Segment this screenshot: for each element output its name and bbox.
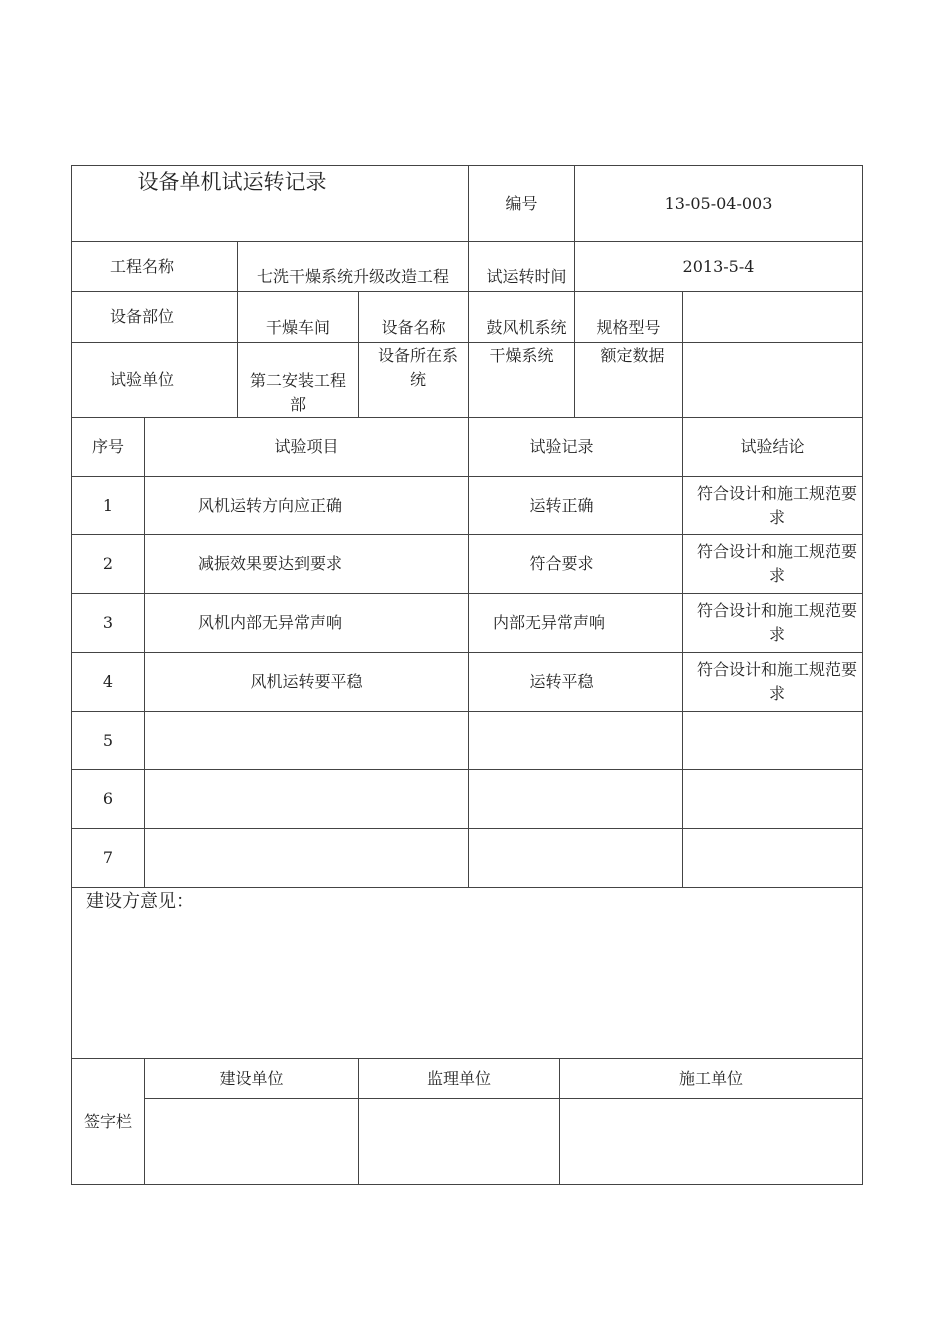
trial-time-value: 2013-5-4 [682, 257, 755, 276]
row-divider [144, 1098, 863, 1099]
row-test-record: 内部无异常声响 [492, 613, 605, 632]
spec-model-value [683, 292, 862, 342]
row-test-item: 风机运转要平稳 [250, 672, 363, 691]
row-test-conclusion [683, 770, 862, 828]
rated-data-label: 额定数据 [600, 346, 665, 365]
row-test-conclusion [683, 712, 862, 769]
row-test-item: 减振效果要达到要求 [197, 554, 342, 573]
header-test-record: 试验记录 [529, 437, 594, 456]
project-value: 七洗干燥系统升级改造工程 [256, 267, 449, 286]
row-test-record [469, 829, 682, 887]
signature-construction-unit: 施工单位 [678, 1068, 743, 1088]
form-title: 设备单机试运转记录 [137, 170, 327, 194]
row-no: 5 [102, 730, 114, 750]
row-test-record: 运转正确 [529, 495, 594, 515]
test-unit-label: 试验单位 [109, 370, 174, 389]
row-test-conclusion: 符合设计和施工规范要求 [696, 483, 857, 527]
header-no: 序号 [91, 437, 124, 456]
rated-data-value [683, 343, 862, 417]
row-test-item [145, 829, 468, 887]
row-test-conclusion: 符合设计和施工规范要求 [696, 542, 857, 585]
number-label: 编号 [505, 193, 538, 213]
signature-supervision-unit: 监理单位 [426, 1068, 491, 1088]
row-test-record: 运转平稳 [529, 672, 594, 691]
row-no: 6 [102, 789, 114, 808]
system-label: 设备所在系统 [377, 346, 458, 389]
signature-owner-unit: 建设单位 [219, 1068, 284, 1088]
signature-label: 签字栏 [83, 1111, 132, 1131]
spec-model-label: 规格型号 [596, 318, 661, 337]
project-label: 工程名称 [109, 257, 174, 276]
header-test-conclusion: 试验结论 [740, 437, 805, 456]
row-test-conclusion: 符合设计和施工规范要求 [696, 660, 857, 703]
row-test-item [145, 770, 468, 828]
row-test-record: 符合要求 [529, 554, 594, 573]
row-no: 4 [102, 672, 114, 691]
row-no: 1 [102, 495, 114, 515]
row-no: 7 [102, 848, 114, 867]
row-test-record [469, 712, 682, 769]
equipment-location-value: 干燥车间 [265, 318, 330, 337]
row-test-item [145, 712, 468, 769]
row-test-record [469, 770, 682, 828]
form-border-right [862, 165, 863, 1185]
equipment-name-label: 设备名称 [381, 318, 446, 337]
number-value: 13-05-04-003 [664, 193, 773, 213]
row-no: 3 [102, 613, 114, 632]
row-test-conclusion [683, 829, 862, 887]
header-test-item: 试验项目 [274, 437, 339, 456]
row-test-item: 风机内部无异常声响 [197, 613, 342, 632]
form-border-bottom [71, 1184, 863, 1185]
system-value: 干燥系统 [489, 346, 554, 365]
trial-time-label: 试运转时间 [486, 267, 567, 286]
row-no: 2 [102, 554, 114, 573]
equipment-name-value: 鼓风机系统 [486, 318, 567, 337]
owner-opinion-label: 建设方意见： [86, 891, 194, 912]
test-unit-value: 第二安装工程部 [249, 371, 346, 414]
row-test-conclusion: 符合设计和施工规范要求 [696, 601, 857, 644]
row-test-item: 风机运转方向应正确 [197, 495, 342, 515]
equipment-location-label: 设备部位 [109, 307, 174, 326]
